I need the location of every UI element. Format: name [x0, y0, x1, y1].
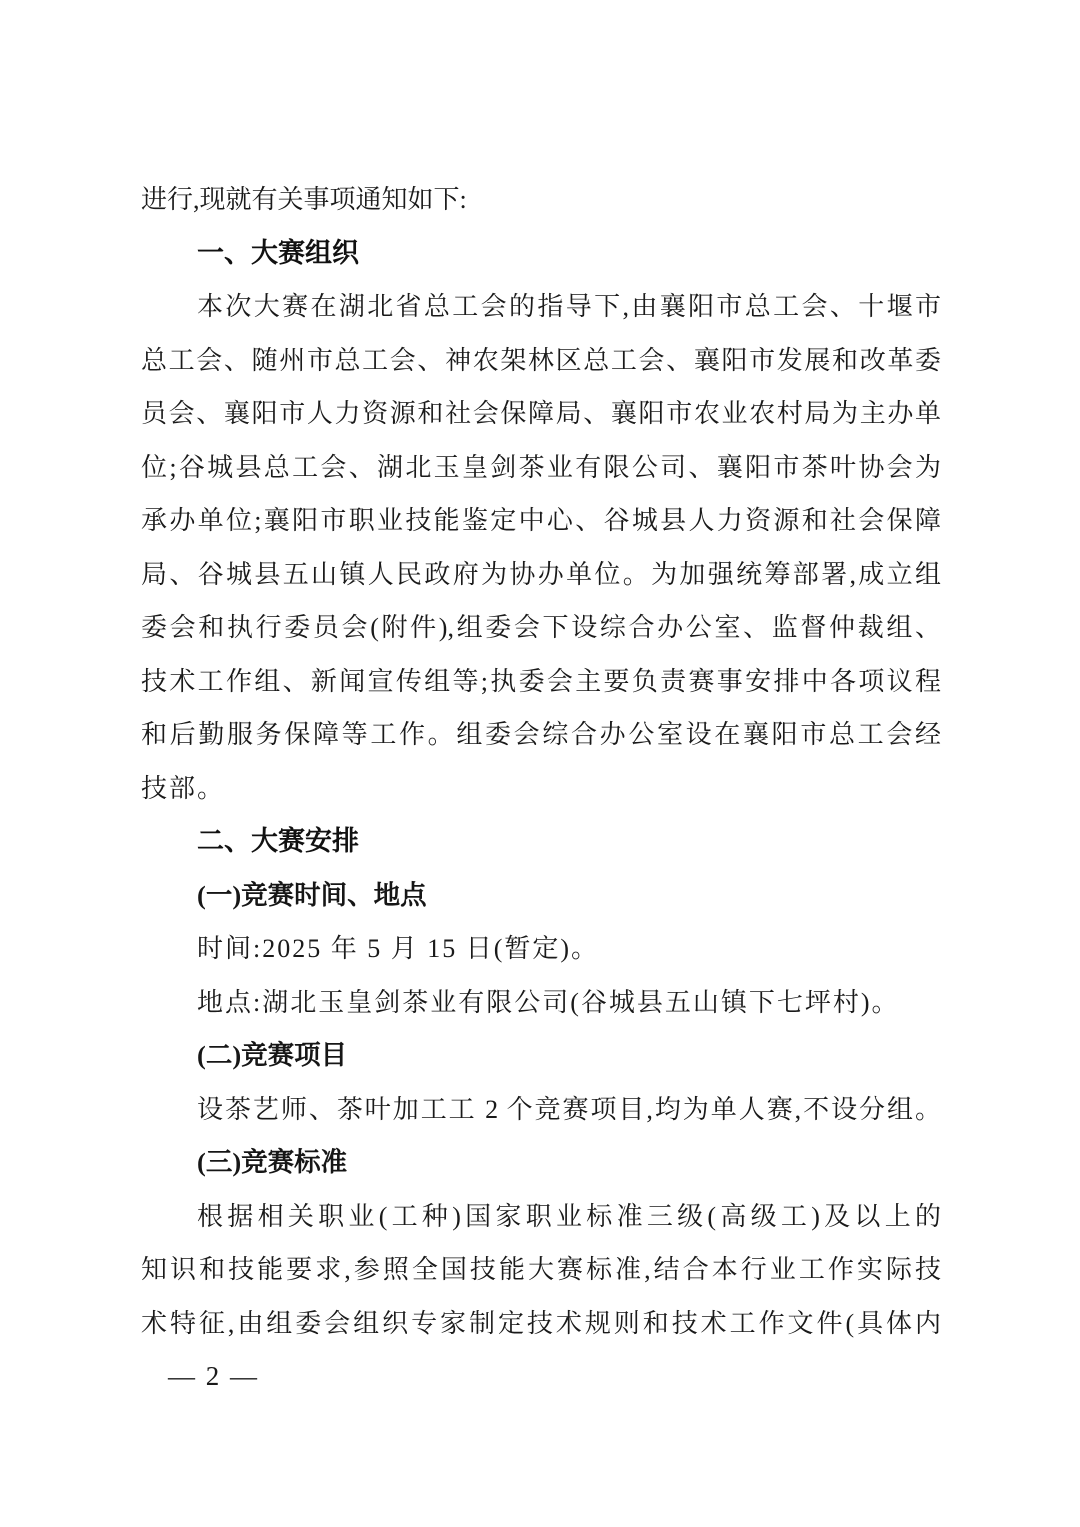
- subsection-heading: (一)竞赛时间、地点: [197, 879, 427, 910]
- document-body: [141, 173, 941, 1404]
- paragraph-line: 进行,现就有关事项通知如下:: [141, 185, 467, 214]
- paragraph-line: 员会、襄阳市人力资源和社会保障局、襄阳市农业农村局为主办单: [141, 399, 941, 428]
- paragraph-line: 本次大赛在湖北省总工会的指导下,由襄阳市总工会、十堰市: [197, 292, 941, 321]
- subsection-heading: (三)竞赛标准: [197, 1147, 348, 1177]
- paragraph-line: 位;谷城县总工会、湖北玉皇剑茶业有限公司、襄阳市茶叶协会为: [141, 452, 941, 482]
- paragraph-line: 时间:2025 年 5 月 15 日(暂定)。: [197, 934, 600, 963]
- paragraph-line: 地点:湖北玉皇剑茶业有限公司(谷城县五山镇下七坪村)。: [197, 987, 900, 1017]
- paragraph-line: 知识和技能要求,参照全国技能大赛标准,结合本行业工作实际技: [141, 1255, 941, 1284]
- paragraph-line: 承办单位;襄阳市职业技能鉴定中心、谷城县人力资源和社会保障: [141, 506, 941, 535]
- paragraph-line: 委会和执行委员会(附件),组委会下设综合办公室、监督仲裁组、: [141, 613, 941, 642]
- paragraph-line: 局、谷城县五山镇人民政府为协办单位。为加强统筹部署,成立组: [141, 559, 941, 589]
- paragraph-line: 设茶艺师、茶叶加工工 2 个竞赛项目,均为单人赛,不设分组。: [197, 1094, 941, 1124]
- subsection-heading: (二)竞赛项目: [197, 1040, 348, 1070]
- paragraph-line: 根据相关职业(工种)国家职业标准三级(高级工)及以上的: [197, 1201, 941, 1231]
- paragraph-line: 技术工作组、新闻宣传组等;执委会主要负责赛事安排中各项议程: [141, 666, 941, 696]
- page-number: — 2 —: [168, 1361, 259, 1391]
- paragraph-line: 总工会、随州市总工会、神农架林区总工会、襄阳市发展和改革委: [141, 345, 941, 375]
- paragraph-line: 技部。: [141, 773, 226, 803]
- section-heading-2: 二、大赛安排: [197, 826, 359, 856]
- paragraph-line: 术特征,由组委会组织专家制定技术规则和技术工作文件(具体内: [141, 1308, 941, 1338]
- section-heading-1: 一、大赛组织: [197, 237, 359, 268]
- paragraph-line: 和后勤服务保障等工作。组委会综合办公室设在襄阳市总工会经: [141, 720, 941, 749]
